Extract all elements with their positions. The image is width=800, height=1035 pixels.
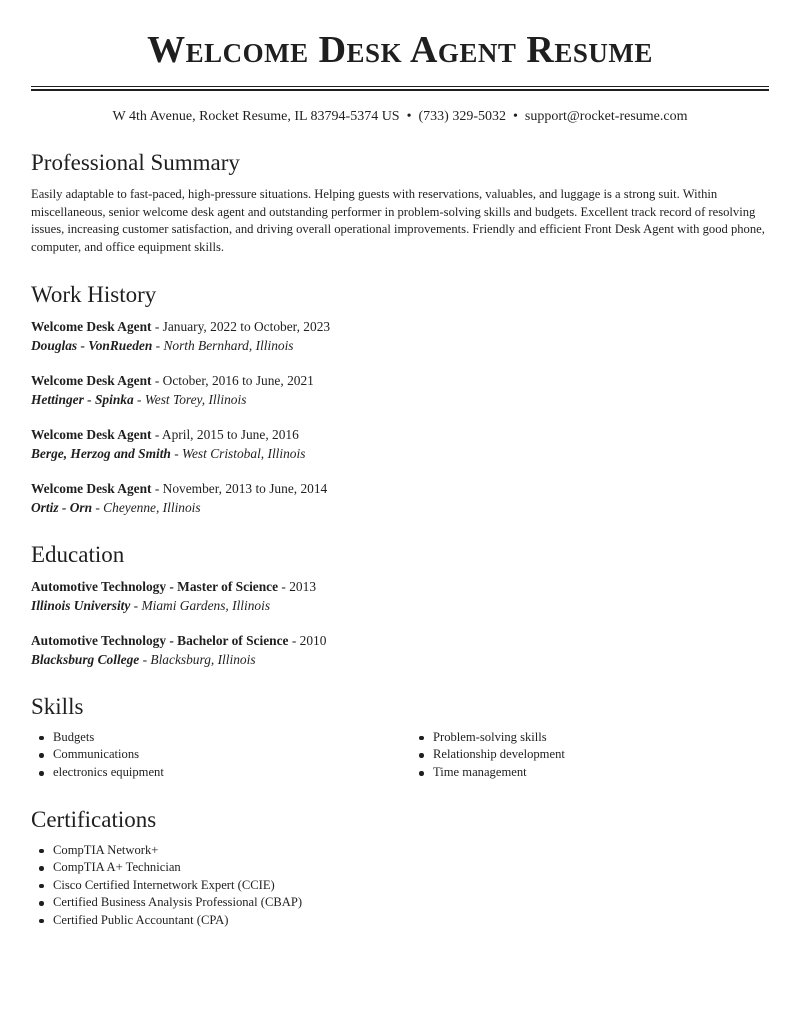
summary-text: Easily adaptable to fast-paced, high-pressure situations. Helping guests with reservations, valuables, and luggage is a strong suit. Within miscellaneous, senior welcome desk agent and outstanding performer in problem-solving skills and budgets. Excellent track record of resolving issues, increasing customer satisfaction, and driving overall operational improvements. Friendly and efficient Front Desk Agent with good phone, computer, and office equipment skills. xyxy=(31,187,765,255)
job-location: - West Torey, Illinois xyxy=(133,391,247,407)
job-title: Welcome Desk Agent xyxy=(31,318,152,334)
education-list xyxy=(31,577,769,669)
skills-heading: Skills xyxy=(31,693,84,719)
school-location: - Miami Gardens, Illinois xyxy=(130,597,271,613)
certification-item: Certified Public Accountant (CPA) xyxy=(31,912,769,930)
skill-item: Budgets xyxy=(31,729,389,747)
certifications-section xyxy=(31,806,769,930)
job-employer: Berge, Herzog and Smith xyxy=(31,445,171,461)
job-entry xyxy=(31,317,769,355)
job-title: Welcome Desk Agent xyxy=(31,480,152,496)
job-dates: - January, 2022 to October, 2023 xyxy=(151,318,331,334)
certifications-heading: Certifications xyxy=(31,806,157,832)
job-employer: Douglas - VonRueden xyxy=(31,337,153,353)
education-section xyxy=(31,541,769,669)
skill-item: electronics equipment xyxy=(31,764,389,782)
education-entry xyxy=(31,631,769,669)
contact-line xyxy=(31,108,769,126)
certification-item: Certified Business Analysis Professional (CBAP) xyxy=(31,894,769,912)
skill-item: Time management xyxy=(411,764,769,782)
contact-address: W 4th Avenue, Rocket Resume, IL 83794-5374 US xyxy=(112,109,400,124)
job-employer: Ortiz - Orn xyxy=(31,499,93,515)
school-name: Blacksburg College xyxy=(31,651,140,667)
job-location: - West Cristobal, Illinois xyxy=(170,445,306,461)
school-location: - Blacksburg, Illinois xyxy=(139,651,256,667)
job-location: - North Bernhard, Illinois xyxy=(152,337,294,353)
degree: Automotive Technology - Master of Science xyxy=(31,578,279,594)
certification-item: CompTIA Network+ xyxy=(31,842,769,860)
graduation-year: - 2010 xyxy=(288,632,327,648)
education-entry xyxy=(31,577,769,615)
job-title: Welcome Desk Agent xyxy=(31,372,152,388)
certification-item: CompTIA A+ Technician xyxy=(31,859,769,877)
contact-email: support@rocket-resume.com xyxy=(524,109,688,124)
contact-separator: • xyxy=(513,109,518,124)
skill-item: Communications xyxy=(31,746,389,764)
job-dates: - April, 2015 to June, 2016 xyxy=(151,426,299,442)
title-divider xyxy=(31,86,769,91)
job-entry xyxy=(31,479,769,517)
skill-item: Problem-solving skills xyxy=(411,729,769,747)
job-employer: Hettinger - Spinka xyxy=(31,391,134,407)
work-history-section xyxy=(31,281,769,517)
graduation-year: - 2013 xyxy=(278,578,317,594)
education-heading: Education xyxy=(31,541,125,567)
job-entry xyxy=(31,371,769,409)
school-name: Illinois University xyxy=(31,597,131,613)
skills-section xyxy=(31,693,769,782)
job-dates: - October, 2016 to June, 2021 xyxy=(151,372,314,388)
job-dates: - November, 2013 to June, 2014 xyxy=(151,480,328,496)
job-list xyxy=(31,317,769,517)
page-title: Welcome Desk Agent Resume xyxy=(147,29,653,71)
skill-item: Relationship development xyxy=(411,746,769,764)
job-entry xyxy=(31,425,769,463)
certifications-list xyxy=(31,842,769,930)
summary-heading: Professional Summary xyxy=(31,150,240,175)
certification-item: Cisco Certified Internetwork Expert (CCIE) xyxy=(31,877,769,895)
work-history-heading: Work History xyxy=(31,281,157,307)
job-location: - Cheyenne, Illinois xyxy=(92,499,201,515)
job-title: Welcome Desk Agent xyxy=(31,426,152,442)
contact-phone: (733) 329-5032 xyxy=(418,109,506,124)
skills-list xyxy=(31,729,769,782)
degree: Automotive Technology - Bachelor of Science xyxy=(31,632,289,648)
contact-separator: • xyxy=(406,109,412,124)
summary-section xyxy=(31,149,769,257)
